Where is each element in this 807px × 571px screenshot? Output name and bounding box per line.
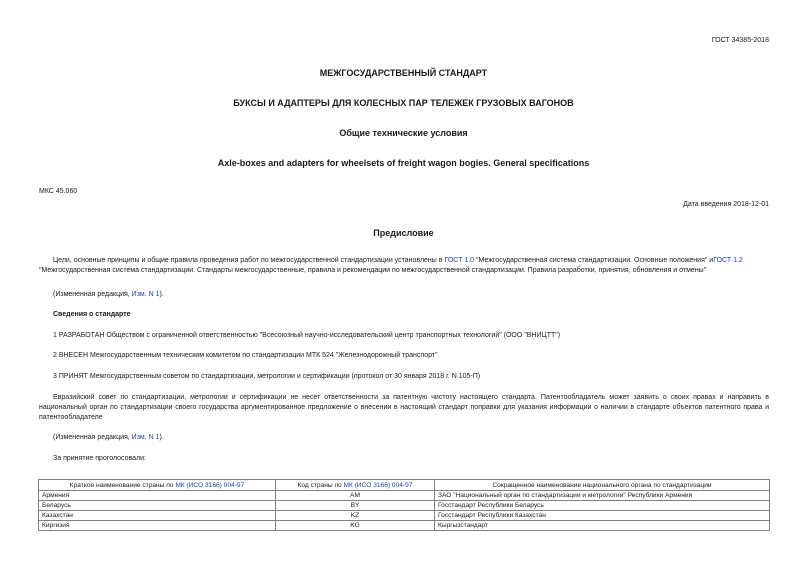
amendment-link-2[interactable]: Изм. N 1 (131, 434, 160, 441)
document-code: ГОСТ 34385-2018 (711, 37, 769, 44)
standard-info-heading: Сведения о стандарте (53, 311, 131, 318)
header-country-name (39, 480, 276, 491)
table-row (39, 511, 770, 521)
national-body: Госстандарт Республики Беларусь (435, 501, 770, 511)
national-body: ЗАО "Национальный орган по стандартизации и метрологии" Республики Армения (435, 491, 770, 501)
goals-text-part3: "Межгосударственная система стандартизации. Стандарты межгосударственные, правила и рекомендации по межгосударственной стандартизации. Правила разработки, принятия, обновления и отмены" (39, 267, 707, 274)
header-country-code (276, 480, 435, 491)
mk-iso-link-1[interactable]: МК (ИСО 3166) 004-97 (175, 481, 245, 489)
amendment-text-2: (Измененная редакция, (53, 434, 132, 441)
header-country-name-text: Краткое наименование страны по (69, 481, 176, 489)
amendment-note-1 (39, 290, 769, 300)
table-header-row (39, 480, 770, 491)
goals-text-part1: Цели, основные принципы и общие правила проведения работ по межгосударственной стандартизации установлены в (53, 257, 445, 264)
info-item-3: 3 ПРИНЯТ Межгосударственным советом по стандартизации, метрологии и сертификации (протокол от 30 января 2018 г. N 105-П) (53, 373, 481, 380)
country-name: Казахстан (39, 511, 276, 521)
amendment-text-1: (Измененная редакция, (53, 291, 132, 298)
country-name: Киргизия (39, 521, 276, 531)
info-item-1: 1 РАЗРАБОТАН Обществом с ограниченной ответственностью "Всесоюзный научно-исследовательский центр транспортных технологий" (ООО "ВНИЦТТ") (53, 332, 561, 339)
header-country-code-text: Код страны по (297, 481, 344, 489)
table-row (39, 521, 770, 531)
country-code: KZ (276, 511, 435, 521)
voted-label: За принятие проголосовали: (53, 455, 146, 462)
gost-1-0-link[interactable]: ГОСТ 1.0 (444, 257, 475, 264)
countries-table (38, 479, 770, 531)
country-name: Беларусь (39, 501, 276, 511)
mks-code: МКС 45.060 (39, 188, 78, 195)
gost-1-2-link[interactable]: ГОСТ 1.2 (713, 257, 743, 264)
goals-text-part2: "Межгосударственная система стандартизации. Основные положения" и (474, 257, 714, 264)
country-code: BY (276, 501, 435, 511)
country-code: KG (276, 521, 435, 531)
mk-iso-link-2[interactable]: МК (ИСО 3166) 004-97 (343, 481, 413, 489)
amendment-note-2 (39, 433, 769, 443)
preface-paragraph-goals (39, 256, 769, 276)
header-national-body: Сокращенное наименование национального органа по стандартизации (435, 480, 770, 491)
amendment-close-2: ). (159, 434, 164, 441)
national-body: Госстандарт Республики Казахстан (435, 511, 770, 521)
document-title: БУКСЫ И АДАПТЕРЫ ДЛЯ КОЛЕСНЫХ ПАР ТЕЛЕЖЕК ГРУЗОВЫХ ВАГОНОВ (233, 98, 574, 108)
info-item-2: 2 ВНЕСЕН Межгосударственным техническим комитетом по стандартизации МТК 524 "Железнодорожный транспорт" (53, 352, 438, 359)
preface-heading: Предисловие (373, 228, 434, 238)
patent-paragraph: Евразийский совет по стандартизации, метрологии и сертификации не несет ответственности за патентную чистоту настоящего стандарта. Патентообладатель может заявить о своих правах и направить в национальный орган по стандартизации своего государства аргументированное предложение о внесении в настоящий стандарт поправки для указания информации о наличии в стандарте объектов патентного права и патентообладателе (39, 394, 769, 421)
table-row (39, 491, 770, 501)
amendment-close-1: ). (159, 291, 164, 298)
introduction-date: Дата введения 2018-12-01 (683, 201, 769, 208)
header-title: МЕЖГОСУДАРСТВЕННЫЙ СТАНДАРТ (319, 68, 488, 78)
document-title-english: Axle-boxes and adapters for wheelsets of freight wagon bogies. General specifications (217, 158, 590, 168)
national-body: Кыргызстандарт (435, 521, 770, 531)
amendment-link-1[interactable]: Изм. N 1 (131, 291, 160, 298)
table-row (39, 501, 770, 511)
country-name: Армения (39, 491, 276, 501)
country-code: AM (276, 491, 435, 501)
document-subtitle: Общие технические условия (339, 128, 468, 138)
